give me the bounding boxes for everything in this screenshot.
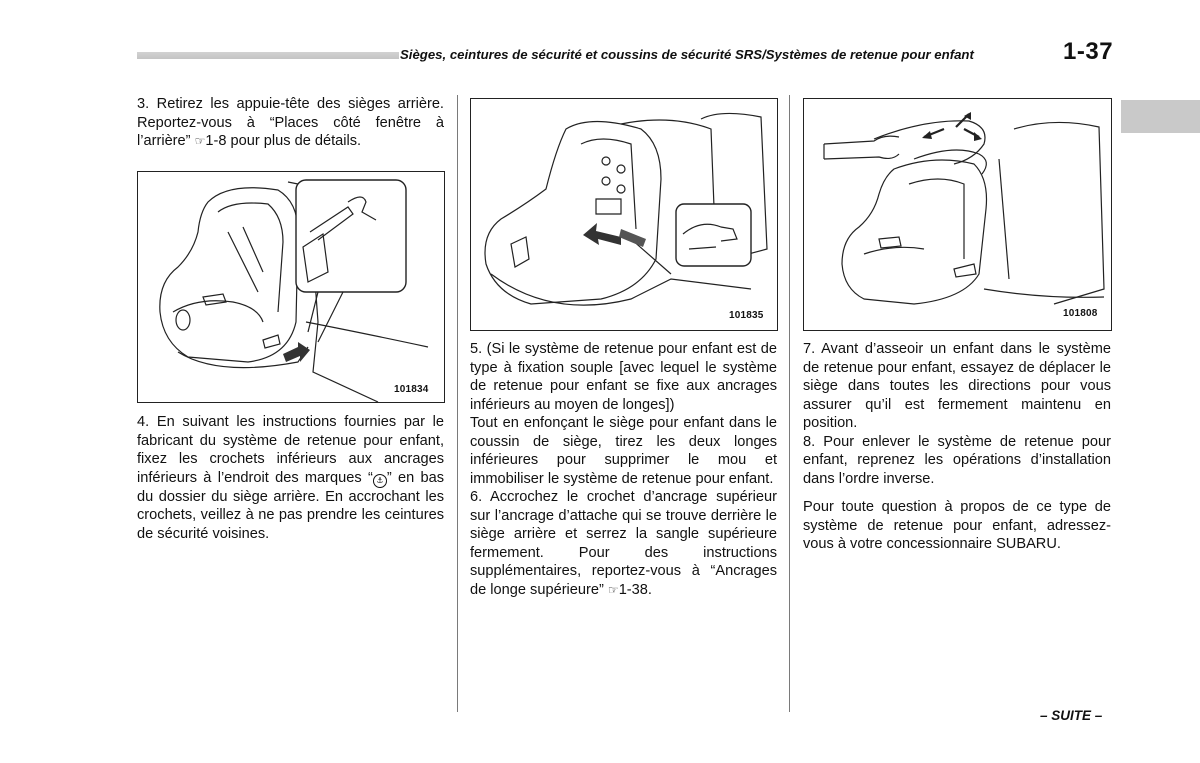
column-1-top (137, 95, 444, 151)
page-header-title: Sièges, ceintures de sécurité et coussins de sécurité SRS/Systèmes de retenue pour enfant (400, 47, 974, 62)
figure-child-seat-lower-anchors (137, 171, 445, 403)
figure-label: 101808 (1063, 308, 1098, 319)
column-1-bottom (137, 413, 444, 543)
child-seat-illustration (138, 172, 444, 402)
reference-arrow-icon: ☞ (194, 134, 206, 148)
step-3-text: 3. Retirez les appuie-tête des sièges arrière. Reportez-vous à “Places côté fenêtre à l’arrière” ☞1-8 pour plus de détails. (137, 96, 444, 149)
step-5-text: 5. (Si le système de retenue pour enfant est de type à fixation souple [avec lequel le système de retenue pour enfant se fixe aux ancrages inférieurs au moyen de longes]) (470, 341, 777, 413)
step-4-text: 4. En suivant les instructions fournies par le fabricant du système de retenue pour enfant, fixez les crochets inférieurs aux ancrages inférieurs à l’endroit des marques “ ⚓ ” en bas du dossier du siège arrière. En accrochant les crochets, veillez à ne pas prendre les ceintures de sécurité voisines. (137, 414, 444, 542)
figure-check-seat-secure (803, 98, 1112, 331)
reference-arrow-icon: ☞ (607, 582, 619, 597)
column-2-text (470, 340, 777, 599)
child-anchor-mark-icon: ⚓ (373, 474, 387, 488)
header-rule (137, 52, 399, 59)
tether-illustration (471, 99, 777, 330)
step-8-text: 8. Pour enlever le système de retenue pour enfant, reprenez les opérations d’installation dans l’ordre inverse. (803, 433, 1111, 487)
page-number: 1-37 (1063, 38, 1114, 65)
column-divider-2 (789, 95, 790, 712)
figure-tether-straps (470, 98, 778, 331)
column-3-text (803, 340, 1111, 554)
figure-label: 101835 (729, 310, 764, 321)
chapter-tab (1121, 100, 1200, 133)
step-6-text: 6. Accrochez le crochet d’ancrage supérieur sur l’ancrage d’attache qui se trouve derrière le siège arrière et serrez la sangle supérieure fermement. Pour des instructions supplémentaires, reportez-vous à “Ancrages de longe supérieure” ☞1-38. (470, 489, 777, 598)
figure-label: 101834 (394, 384, 429, 395)
step-7-text: 7. Avant d’asseoir un enfant dans le système de retenue pour enfant, essayez de déplacer le siège dans toutes les directions pour vous assurer qu’il est fermement maintenu en position. (803, 341, 1111, 431)
contact-text: Pour toute question à propos de ce type de système de retenue pour enfant, adressez-vous à votre concessionnaire SUBARU. (803, 499, 1111, 552)
check-seat-illustration (804, 99, 1111, 330)
continued-label: – SUITE – (1040, 708, 1103, 723)
column-divider-1 (457, 95, 458, 712)
step-5-detail: Tout en enfonçant le siège pour enfant dans le coussin de siège, tirez les deux longes inférieures pour supprimer le mou et immobiliser le système de retenue pour enfant. (470, 415, 777, 487)
